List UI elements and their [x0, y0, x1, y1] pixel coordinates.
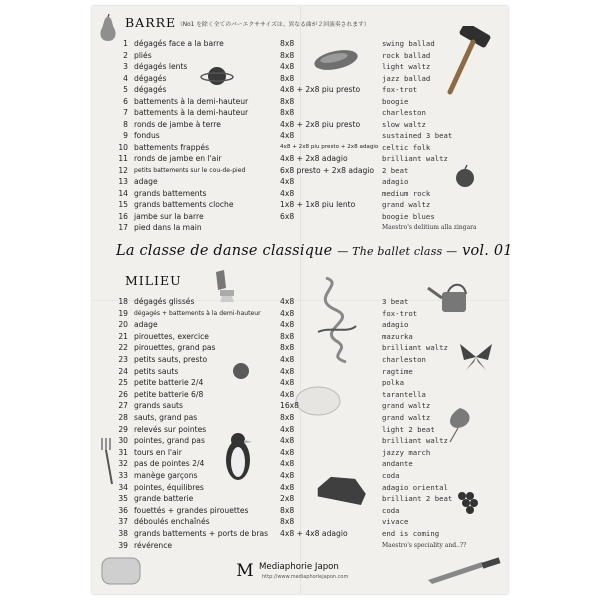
milieu-row: 18 dégagés glissés 4x8 3 beat — [118, 297, 409, 306]
milieu-row: 37 déboulés enchaînés 8x8 vivace — [118, 517, 409, 527]
milieu-row: 31 tours en l'air 4x8 jazzy march — [118, 447, 431, 457]
milieu-row: 39 révérence Maestro's speciality and..?? — [118, 540, 467, 550]
milieu-row: 36 fouettés + grandes pirouettes 8x8 coda — [118, 505, 400, 515]
milieu-row: 28 sauts, grand pas 8x8 grand waltz — [118, 413, 431, 422]
barre-row: 14 grands battements 4x8 medium rock — [118, 188, 431, 198]
milieu-row: 26 petite batterie 6/8 4x8 tarantella — [118, 389, 426, 399]
milieu-row: 23 petits sauts, presto 4x8 charleston — [118, 355, 426, 364]
milieu-heading: MILIEU — [125, 273, 182, 288]
brand-url: http://www.mediaphoriejapon.com — [262, 574, 349, 580]
barre-row: 10 battements frappés 4x8 + 2x8 piu presto + 2x8 adagio celtic folk — [118, 142, 431, 152]
milieu-row: 29 relevés sur pointes 4x8 light 2 beat — [118, 424, 435, 434]
barre-row: 1 dégagés face a la barre 8x8 swing ballad — [123, 39, 435, 48]
milieu-row: 34 pointes, équilibres 4x8 adagio oriental — [118, 482, 448, 492]
milieu-row: 38 grands battements + ports de bras 4x8 + 4x8 adagio end is coming — [118, 529, 440, 538]
barre-row: 5 dégagés 4x8 + 2x8 piu presto fox-trot — [123, 85, 418, 94]
brand-name: Mediaphorie Japon — [259, 562, 339, 572]
barre-row: 15 grands battements cloche 1x8 + 1x8 piu lento grand waltz — [118, 200, 431, 209]
milieu-row: 25 petite batterie 2/4 4x8 polka — [118, 378, 404, 388]
title-vol: vol. 01 — [462, 243, 513, 259]
milieu-row: 27 grands sauts 16x8 grand waltz — [118, 401, 431, 411]
title-main: La classe de danse classique — [116, 243, 333, 259]
barre-row: 4 dégagés 8x8 jazz ballad — [123, 73, 431, 83]
barre-row: 3 dégagés lents 4x8 light waltz — [123, 62, 431, 71]
soap-illustration — [96, 548, 146, 590]
barre-row: 8 ronds de jambe à terre 4x8 + 2x8 piu presto slow waltz — [123, 119, 426, 129]
milieu-row: 32 pas de pointes 2/4 4x8 andante — [118, 459, 413, 469]
barre-row: 17 pied dans la main Maestro's delitium alla zingara — [118, 223, 477, 232]
barre-row: 9 fondus 4x8 sustained 3 beat — [123, 131, 453, 140]
brand-logo: M — [236, 561, 254, 581]
milieu-row: 33 manège garçons 4x8 coda — [118, 471, 400, 480]
milieu-row: 22 pirouettes, grand pas 8x8 brilliant waltz — [118, 343, 448, 353]
knife-illustration — [424, 556, 502, 586]
barre-row: 13 adage 4x8 adagio — [118, 177, 409, 186]
barre-row: 7 battements à la demi-hauteur 8x8 charleston — [123, 108, 426, 117]
barre-note: （No1 を除く全てのバーエクササイズは、異なる曲が２回演奏されます） — [177, 22, 370, 28]
milieu-row: 24 petits sauts 4x8 ragtime — [118, 366, 413, 376]
barre-row: 6 battements à la demi-hauteur 8x8 boogie — [123, 96, 409, 106]
barre-row: 11 ronds de jambe en l'air 4x8 + 2x8 adagio brilliant waltz — [118, 154, 448, 163]
barre-heading: BARRE — [125, 15, 177, 30]
milieu-row: 21 pirouettes, exercice 8x8 mazurka — [118, 331, 413, 341]
barre-row: 16 jambe sur la barre 6x8 boogie blues — [118, 211, 435, 221]
milieu-row: 30 pointes, grand pas 4x8 brilliant waltz — [118, 436, 448, 446]
barre-row: 12 petits battements sur le cou-de-pied 6x8 presto + 2x8 adagio 2 beat — [118, 165, 409, 175]
milieu-row: 35 grande batterie 2x8 brilliant 2 beat — [118, 494, 453, 504]
milieu-row: 20 adage 4x8 adagio — [118, 320, 409, 330]
milieu-row: 19 dégagés + battements à la demi-hauteur 4x8 fox-trot — [118, 308, 418, 318]
title-sub: — The ballet class — — [337, 245, 458, 258]
barre-row: 2 pliés 8x8 rock ballad — [123, 50, 431, 60]
page-title — [116, 243, 513, 259]
